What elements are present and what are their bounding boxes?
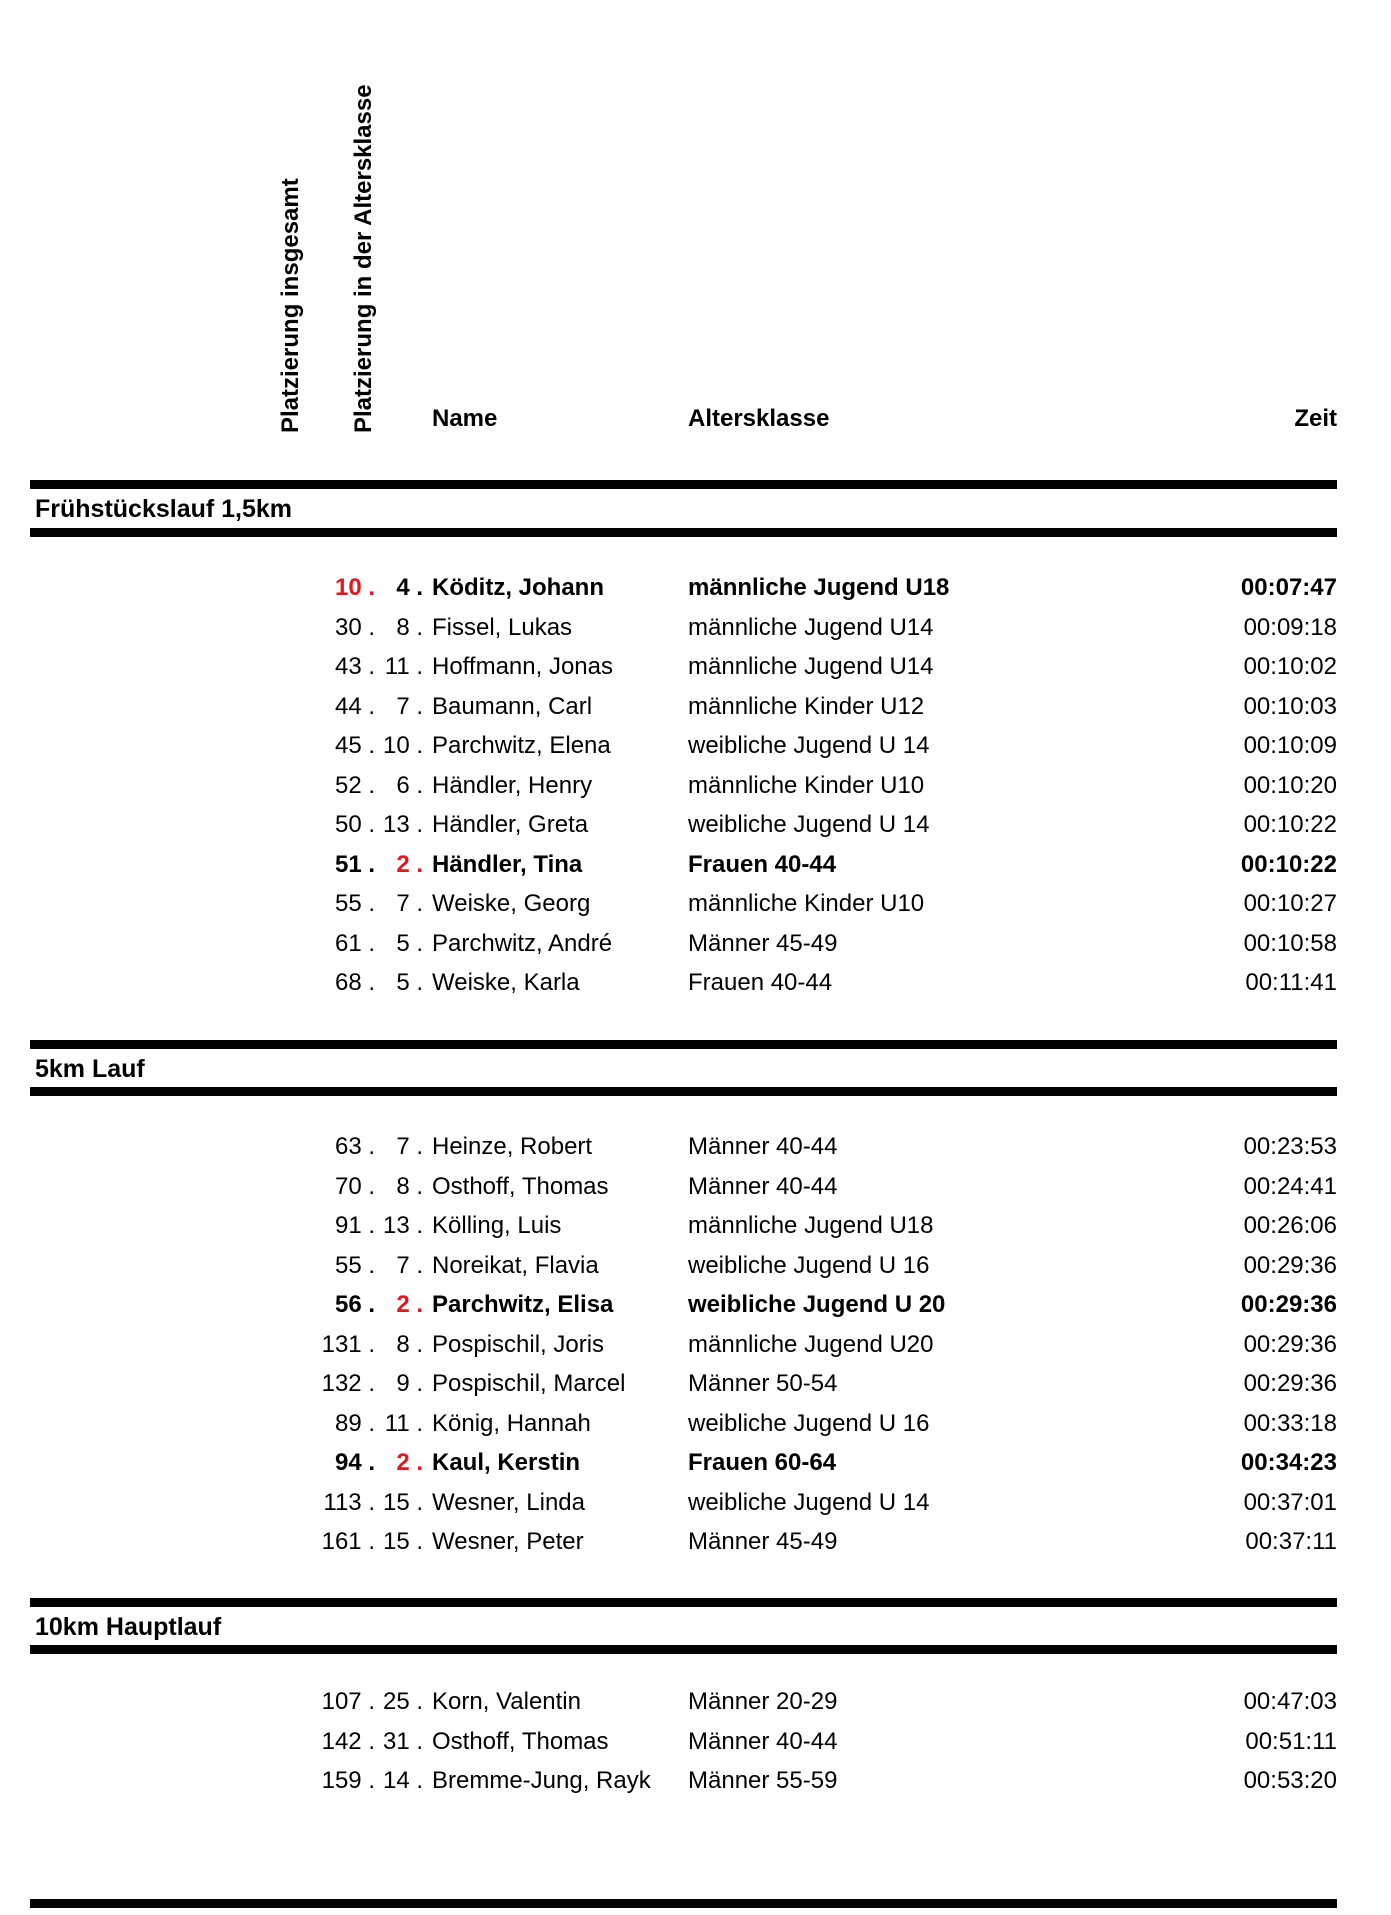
runner-name-cell: Pospischil, Marcel bbox=[432, 1370, 626, 1397]
class-place-cell: 7 . bbox=[396, 890, 423, 917]
runner-name-cell: Heinze, Robert bbox=[432, 1133, 593, 1160]
overall-place-cell: 132 . bbox=[321, 1370, 375, 1397]
page-bottom-rule bbox=[30, 1899, 1337, 1908]
result-row bbox=[0, 1167, 1391, 1206]
class-place-cell: 15 . bbox=[382, 1528, 423, 1555]
section-rule-top bbox=[30, 1040, 1337, 1049]
time-cell: 00:10:27 bbox=[1243, 890, 1337, 917]
time-cell: 00:10:22 bbox=[1243, 811, 1337, 838]
class-place-cell: 25 . bbox=[382, 1688, 423, 1715]
runner-name-cell: Händler, Henry bbox=[432, 771, 593, 799]
result-row bbox=[0, 963, 1391, 1002]
runner-name-cell: Pospischil, Joris bbox=[432, 1330, 605, 1358]
ageclass-cell: männliche Jugend U18 bbox=[688, 574, 950, 601]
class-place-cell: 2 . bbox=[396, 1449, 423, 1476]
runner-name-cell: König, Hannah bbox=[432, 1409, 591, 1437]
time-cell: 00:10:02 bbox=[1243, 653, 1337, 680]
section-rule-top bbox=[30, 1598, 1337, 1607]
ageclass-cell: weibliche Jugend U 16 bbox=[688, 1409, 930, 1437]
ageclass-cell: weibliche Jugend U 20 bbox=[688, 1291, 946, 1318]
class-place-cell: 5 . bbox=[396, 969, 423, 996]
overall-place-cell: 51 . bbox=[334, 850, 375, 878]
result-row bbox=[0, 1246, 1391, 1285]
time-cell: 00:24:41 bbox=[1243, 1172, 1337, 1200]
ageclass-cell: männliche Jugend U18 bbox=[688, 1212, 934, 1239]
time-cell: 00:34:23 bbox=[1240, 1449, 1337, 1476]
overall-place-cell: 107 . bbox=[321, 1688, 375, 1715]
time-cell: 00:33:18 bbox=[1243, 1409, 1337, 1437]
result-row bbox=[0, 608, 1391, 647]
section-rule-bottom bbox=[30, 1645, 1337, 1654]
ageclass-cell: Männer 55-59 bbox=[688, 1767, 838, 1794]
column-header-class-place: Platzierung in der Altersklasse bbox=[350, 84, 377, 433]
result-row bbox=[0, 1722, 1391, 1761]
time-cell: 00:53:20 bbox=[1243, 1767, 1337, 1794]
overall-place-cell: 91 . bbox=[334, 1212, 375, 1239]
class-place-cell: 9 . bbox=[396, 1370, 423, 1397]
result-row bbox=[0, 1682, 1391, 1721]
runner-name-cell: Parchwitz, Elena bbox=[432, 732, 611, 759]
class-place-cell: 10 . bbox=[382, 732, 423, 759]
time-cell: 00:10:20 bbox=[1243, 771, 1337, 799]
class-place-cell: 7 . bbox=[396, 692, 423, 720]
class-place-cell: 31 . bbox=[382, 1727, 423, 1755]
class-place-cell: 2 . bbox=[396, 1291, 423, 1318]
class-place-cell: 7 . bbox=[396, 1133, 423, 1160]
overall-place-cell: 63 . bbox=[334, 1133, 375, 1160]
ageclass-cell: männliche Jugend U20 bbox=[688, 1330, 934, 1358]
section-rule-bottom bbox=[30, 528, 1337, 537]
result-row bbox=[0, 1206, 1391, 1245]
overall-place-cell: 56 . bbox=[334, 1291, 375, 1318]
overall-place-cell: 142 . bbox=[321, 1727, 375, 1755]
overall-place-cell: 55 . bbox=[334, 890, 375, 917]
column-header-name: Name bbox=[432, 405, 498, 432]
overall-place-cell: 113 . bbox=[323, 1488, 375, 1516]
class-place-cell: 2 . bbox=[396, 850, 423, 878]
result-row bbox=[0, 687, 1391, 726]
runner-name-cell: Kölling, Luis bbox=[432, 1212, 562, 1239]
ageclass-cell: Männer 20-29 bbox=[688, 1688, 838, 1715]
time-cell: 00:29:36 bbox=[1243, 1370, 1337, 1397]
ageclass-cell: männliche Jugend U14 bbox=[688, 653, 934, 680]
time-cell: 00:37:11 bbox=[1245, 1528, 1337, 1555]
result-row bbox=[0, 1127, 1391, 1166]
ageclass-cell: weibliche Jugend U 16 bbox=[688, 1251, 930, 1279]
overall-place-cell: 30 . bbox=[334, 613, 375, 641]
time-cell: 00:10:22 bbox=[1240, 850, 1337, 878]
class-place-cell: 7 . bbox=[396, 1251, 423, 1279]
overall-place-cell: 55 . bbox=[334, 1251, 375, 1279]
result-row bbox=[0, 1483, 1391, 1522]
time-cell: 00:10:09 bbox=[1243, 732, 1337, 759]
result-row bbox=[0, 884, 1391, 923]
ageclass-cell: weibliche Jugend U 14 bbox=[688, 1488, 930, 1516]
result-row bbox=[0, 1364, 1391, 1403]
class-place-cell: 5 . bbox=[396, 929, 423, 957]
runner-name-cell: Weiske, Georg bbox=[432, 890, 591, 917]
class-place-cell: 11 . bbox=[384, 653, 423, 680]
result-row bbox=[0, 805, 1391, 844]
time-cell: 00:07:47 bbox=[1240, 574, 1337, 601]
result-row bbox=[0, 1522, 1391, 1561]
runner-name-cell: Weiske, Karla bbox=[432, 969, 580, 996]
result-row bbox=[0, 1285, 1391, 1324]
time-cell: 00:10:03 bbox=[1243, 692, 1337, 720]
ageclass-cell: weibliche Jugend U 14 bbox=[688, 732, 930, 759]
time-cell: 00:47:03 bbox=[1243, 1688, 1337, 1715]
time-cell: 00:51:11 bbox=[1245, 1727, 1337, 1755]
runner-name-cell: Kaul, Kerstin bbox=[432, 1449, 581, 1476]
runner-name-cell: Fissel, Lukas bbox=[432, 613, 573, 641]
runner-name-cell: Händler, Tina bbox=[432, 850, 583, 878]
ageclass-cell: männliche Kinder U10 bbox=[688, 771, 925, 799]
runner-name-cell: Wesner, Linda bbox=[432, 1488, 585, 1516]
ageclass-cell: Männer 45-49 bbox=[688, 1528, 838, 1555]
ageclass-cell: weibliche Jugend U 14 bbox=[688, 811, 930, 838]
runner-name-cell: Bremme-Jung, Rayk bbox=[432, 1767, 651, 1794]
class-place-cell: 15 . bbox=[382, 1488, 423, 1516]
section-title: 5km Lauf bbox=[35, 1055, 145, 1083]
overall-place-cell: 94 . bbox=[334, 1449, 375, 1476]
overall-place-cell: 161 . bbox=[321, 1528, 375, 1555]
ageclass-cell: Männer 45-49 bbox=[688, 929, 838, 957]
ageclass-cell: Männer 50-54 bbox=[688, 1370, 838, 1397]
class-place-cell: 8 . bbox=[396, 1172, 423, 1200]
result-row bbox=[0, 1443, 1391, 1482]
overall-place-cell: 70 . bbox=[334, 1172, 375, 1200]
runner-name-cell: Korn, Valentin bbox=[432, 1688, 581, 1715]
runner-name-cell: Händler, Greta bbox=[432, 811, 589, 838]
runner-name-cell: Noreikat, Flavia bbox=[432, 1251, 599, 1279]
ageclass-cell: Männer 40-44 bbox=[688, 1727, 838, 1755]
column-header-time: Zeit bbox=[1294, 405, 1337, 432]
runner-name-cell: Baumann, Carl bbox=[432, 692, 593, 720]
overall-place-cell: 159 . bbox=[321, 1767, 375, 1794]
result-row bbox=[0, 845, 1391, 884]
class-place-cell: 8 . bbox=[396, 613, 423, 641]
time-cell: 00:23:53 bbox=[1243, 1133, 1337, 1160]
column-header-ageclass: Altersklasse bbox=[688, 405, 830, 432]
runner-name-cell: Wesner, Peter bbox=[432, 1528, 584, 1555]
class-place-cell: 8 . bbox=[396, 1330, 423, 1358]
time-cell: 00:29:36 bbox=[1240, 1291, 1337, 1318]
overall-place-cell: 50 . bbox=[334, 811, 375, 838]
ageclass-cell: Frauen 40-44 bbox=[688, 850, 837, 878]
result-row bbox=[0, 766, 1391, 805]
time-cell: 00:26:06 bbox=[1243, 1212, 1337, 1239]
overall-place-cell: 52 . bbox=[334, 771, 375, 799]
result-row bbox=[0, 568, 1391, 607]
ageclass-cell: männliche Kinder U12 bbox=[688, 692, 925, 720]
class-place-cell: 13 . bbox=[382, 1212, 423, 1239]
result-row bbox=[0, 647, 1391, 686]
class-place-cell: 11 . bbox=[384, 1409, 423, 1437]
overall-place-cell: 131 . bbox=[321, 1330, 375, 1358]
overall-place-cell: 61 . bbox=[334, 929, 375, 957]
time-cell: 00:29:36 bbox=[1243, 1251, 1337, 1279]
ageclass-cell: Frauen 60-64 bbox=[688, 1449, 837, 1476]
overall-place-cell: 89 . bbox=[334, 1409, 375, 1437]
result-row bbox=[0, 1404, 1391, 1443]
column-header-overall-place: Platzierung insgesamt bbox=[277, 178, 304, 433]
ageclass-cell: Männer 40-44 bbox=[688, 1133, 838, 1160]
time-cell: 00:11:41 bbox=[1245, 969, 1337, 996]
ageclass-cell: Männer 40-44 bbox=[688, 1172, 838, 1200]
result-row bbox=[0, 726, 1391, 765]
overall-place-cell: 10 . bbox=[334, 574, 375, 601]
time-cell: 00:10:58 bbox=[1243, 929, 1337, 957]
result-row bbox=[0, 1325, 1391, 1364]
class-place-cell: 14 . bbox=[382, 1767, 423, 1794]
section-title: Frühstückslauf 1,5km bbox=[35, 495, 293, 523]
time-cell: 00:37:01 bbox=[1243, 1488, 1337, 1516]
time-cell: 00:29:36 bbox=[1243, 1330, 1337, 1358]
time-cell: 00:09:18 bbox=[1243, 613, 1337, 641]
result-row bbox=[0, 924, 1391, 963]
section-rule-top bbox=[30, 480, 1337, 489]
overall-place-cell: 45 . bbox=[334, 732, 375, 759]
ageclass-cell: Frauen 40-44 bbox=[688, 969, 833, 996]
result-row bbox=[0, 1761, 1391, 1800]
ageclass-cell: männliche Kinder U10 bbox=[688, 890, 925, 917]
class-place-cell: 6 . bbox=[396, 771, 423, 799]
class-place-cell: 4 . bbox=[396, 574, 423, 601]
class-place-cell: 13 . bbox=[382, 811, 423, 838]
runner-name-cell: Parchwitz, André bbox=[432, 929, 613, 957]
runner-name-cell: Parchwitz, Elisa bbox=[432, 1291, 614, 1318]
section-rule-bottom bbox=[30, 1087, 1337, 1096]
overall-place-cell: 43 . bbox=[334, 653, 375, 680]
section-title: 10km Hauptlauf bbox=[35, 1613, 222, 1641]
overall-place-cell: 68 . bbox=[334, 969, 375, 996]
ageclass-cell: männliche Jugend U14 bbox=[688, 613, 934, 641]
runner-name-cell: Osthoff, Thomas bbox=[432, 1172, 609, 1200]
runner-name-cell: Osthoff, Thomas bbox=[432, 1727, 609, 1755]
runner-name-cell: Köditz, Johann bbox=[432, 574, 604, 601]
runner-name-cell: Hoffmann, Jonas bbox=[432, 653, 613, 680]
overall-place-cell: 44 . bbox=[334, 692, 375, 720]
